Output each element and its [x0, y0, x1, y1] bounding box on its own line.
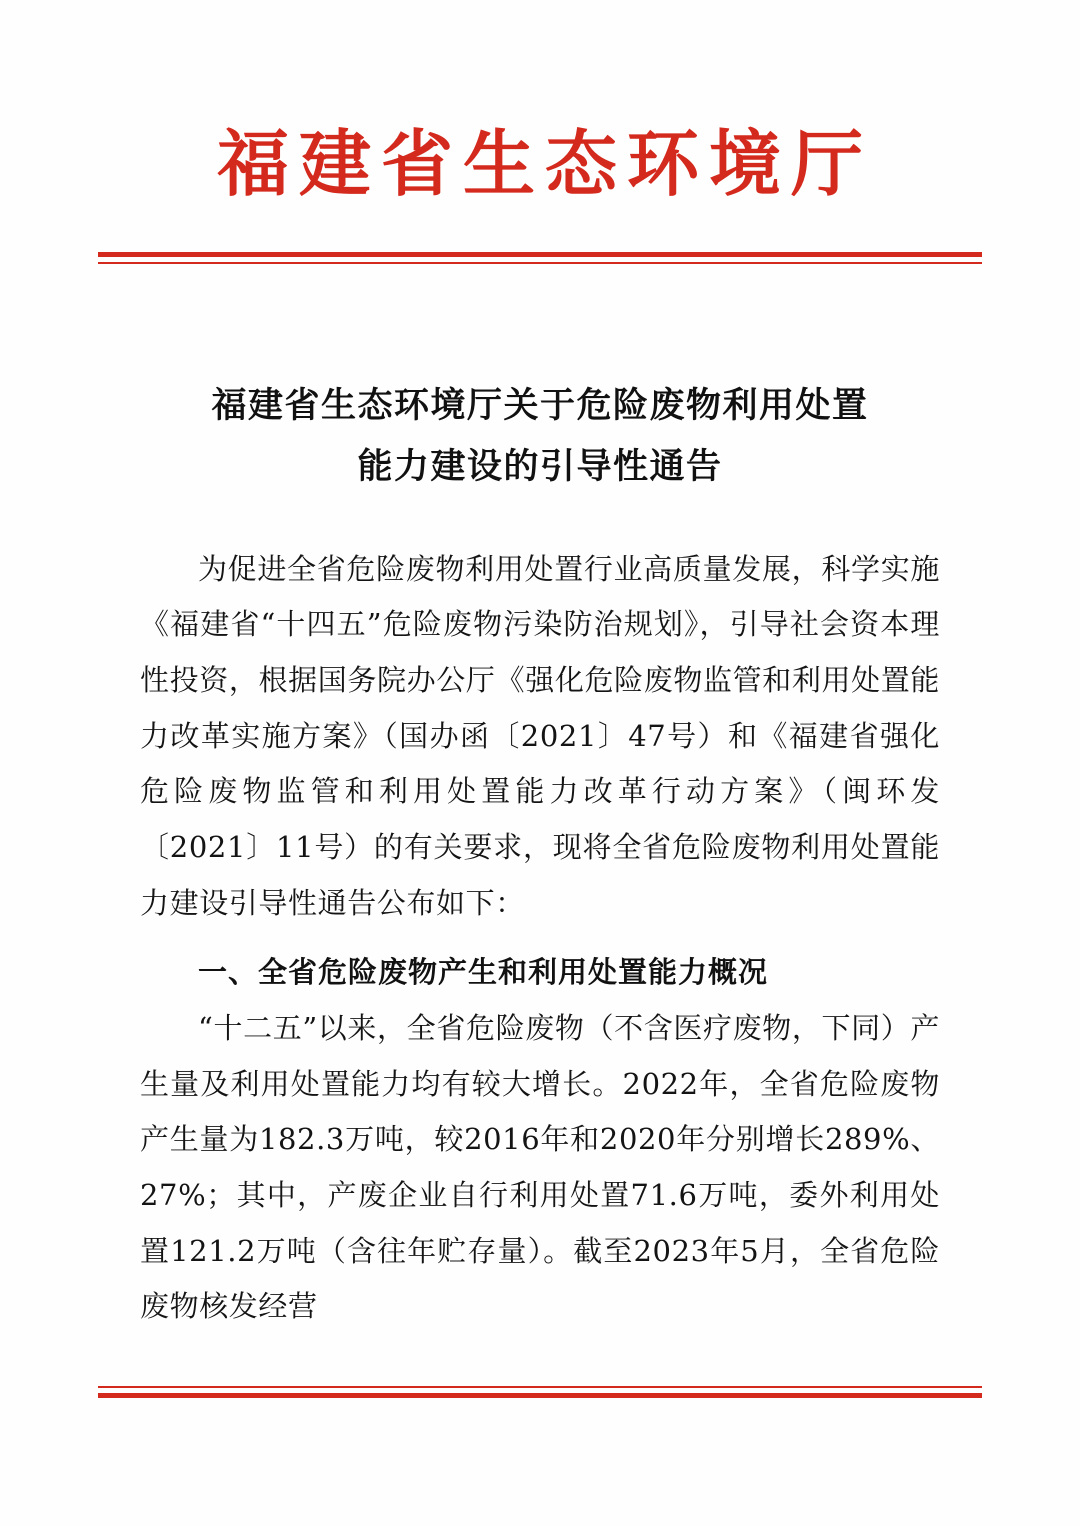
issuing-organization: 福建省生态环境厅: [216, 121, 873, 206]
footer-divider-thick-line: [98, 1393, 982, 1398]
document-title-line-2: 能力建设的引导性通告: [357, 446, 723, 488]
paragraph-intro: 为促进全省危险废物利用处置行业高质量发展，科学实施《福建省“十四五”危险废物污染防治规划》，引导社会资本理性投资，根据国务院办公厅《强化危险废物监管和利用处置能力改革实施方案》（国办函〔2021〕47号）和《福建省强化危险废物监管和利用处置能力改革行动方案》（闽环发〔2021〕11号）的有关要求，现将全省危险废物利用处置能力建设引导性通告公布如下：: [140, 551, 940, 920]
letterhead-divider: [98, 252, 982, 264]
divider-thin-line: [98, 262, 982, 264]
document-title-line-1: 福建省生态环境厅关于危险废物利用处置: [211, 385, 869, 426]
section-heading-1: 一、全省危险废物产生和利用处置能力概况: [198, 955, 769, 990]
letterhead: [0, 121, 1080, 206]
divider-thick-line: [98, 252, 982, 257]
footer-divider: [98, 1386, 982, 1398]
document-title: [140, 375, 940, 498]
paragraph-section-1: “十二五”以来，全省危险废物（不含医疗废物，下同）产生量及利用处置能力均有较大增长。2022年，全省危险废物产生量为182.3万吨，较2016年和2020年分别增长289%、27%；其中，产废企业自行利用处置71.6万吨，委外利用处置121.2万吨（含往年贮存量）。截至2023年5月，全省危险废物核发经营: [140, 1010, 940, 1324]
document-content: [140, 375, 940, 1335]
document-body: [140, 542, 940, 1335]
footer-divider-thin-line: [98, 1386, 982, 1388]
